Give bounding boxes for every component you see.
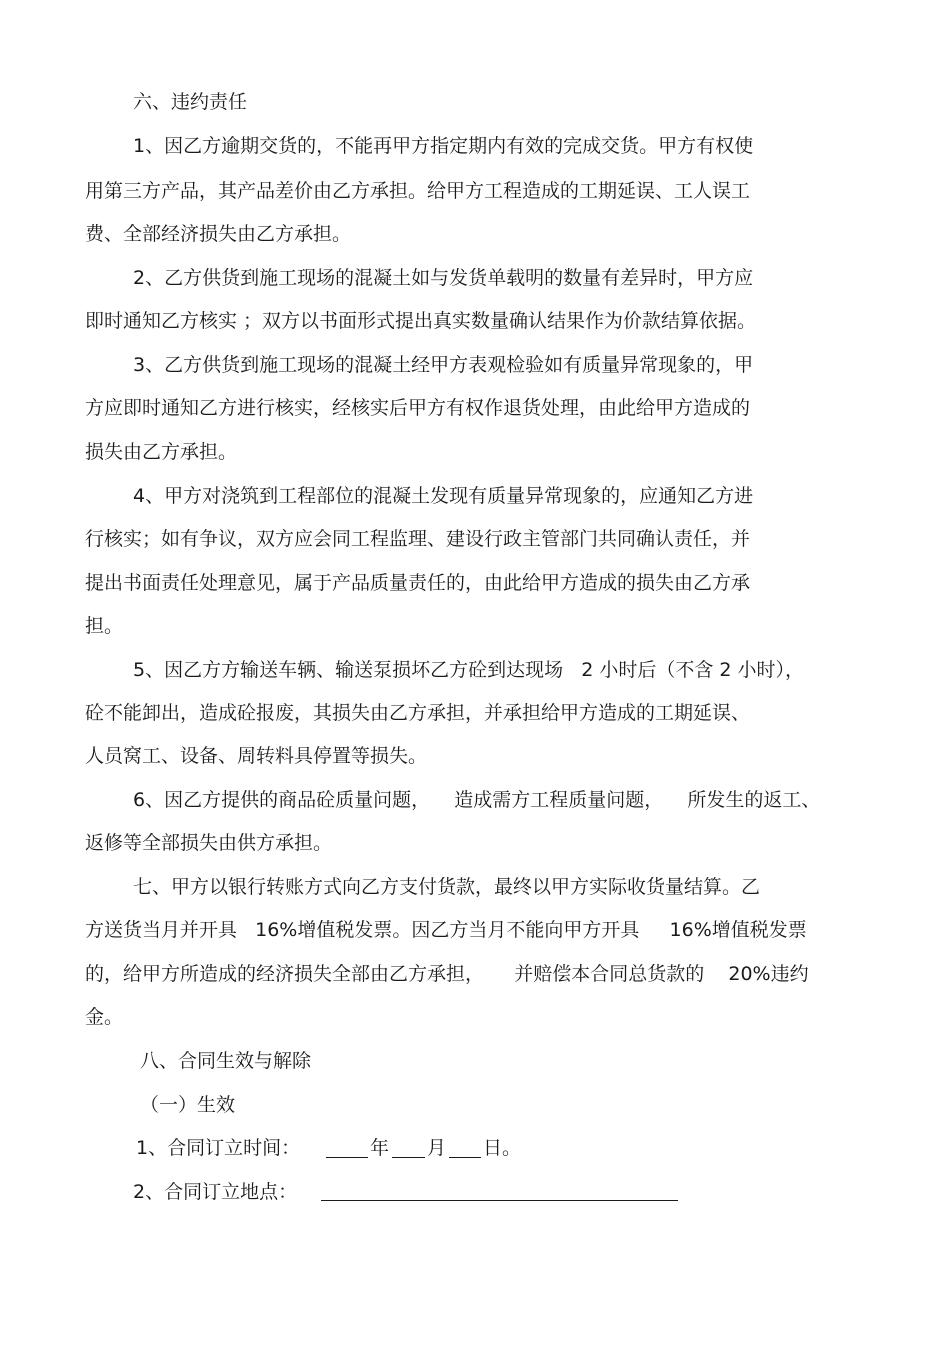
section-6-heading: 六、违约责任 [133, 91, 248, 113]
contract-place-label: 2、合同订立地点： [133, 1181, 298, 1203]
paragraph-line: 担。 [85, 615, 124, 637]
paragraph-line: 费、全部经济损失由乙方承担。 [85, 223, 352, 245]
year-blank [326, 1157, 368, 1158]
paragraph-line: 的，给甲方所造成的经济损失全部由乙方承担， 并赔偿本合同总货款的 20%违约 [85, 963, 809, 985]
paragraph-line: 3、乙方供货到施工现场的混凝土经甲方表观检验如有质量异常现象的，甲 [133, 354, 754, 376]
paragraph-line: 方应即时通知乙方进行核实，经核实后甲方有权作退货处理，由此给甲方造成的 [85, 397, 751, 419]
paragraph-line: 人员窝工、设备、周转料具停置等损失。 [85, 745, 428, 767]
section-7-line: 七、甲方以银行转账方式向乙方支付货款，最终以甲方实际收货量结算。乙 [133, 876, 761, 898]
year-label: 年 [370, 1137, 390, 1159]
paragraph-line: 行核实；如有争议，双方应会同工程监理、建设行政主管部门共同确认责任，并 [85, 528, 751, 550]
place-blank [321, 1200, 678, 1201]
paragraph-line: 5、因乙方方输送车辆、输送泵损坏乙方砼到达现场 2 小时后（不含 2 小时）， [133, 659, 805, 681]
paragraph-line: 损失由乙方承担。 [85, 441, 238, 463]
day-blank [449, 1157, 481, 1158]
contract-date-label: 1、合同订立时间： [136, 1137, 301, 1159]
paragraph-line: 1、因乙方逾期交货的，不能再甲方指定期内有效的完成交货。甲方有权使 [133, 135, 754, 157]
paragraph-line: 金。 [85, 1006, 124, 1028]
paragraph-line: 返修等全部损失由供方承担。 [85, 832, 333, 854]
paragraph-line: 方送货当月并开具 16%增值税发票。因乙方当月不能向甲方开具 16%增值税发票 [85, 919, 807, 941]
section-8-heading: 八、合同生效与解除 [140, 1050, 312, 1072]
paragraph-line: 6、因乙方提供的商品砼质量问题， 造成需方工程质量问题， 所发生的返工、 [133, 789, 821, 811]
month-blank [392, 1157, 425, 1158]
month-label: 月 [427, 1137, 447, 1159]
subsection-heading: （一）生效 [140, 1094, 236, 1116]
paragraph-line: 提出书面责任处理意见，属于产品质量责任的，由此给甲方造成的损失由乙方承 [85, 572, 751, 594]
paragraph-line: 即时通知乙方核实 ；双方以书面形式提出真实数量确认结果作为价款结算依据。 [85, 310, 757, 332]
day-label: 日。 [483, 1137, 522, 1159]
paragraph-line: 用第三方产品，其产品差价由乙方承担。给甲方工程造成的工期延误、工人误工 [85, 180, 751, 202]
paragraph-line: 4、甲方对浇筑到工程部位的混凝土发现有质量异常现象的，应通知乙方进 [133, 485, 754, 507]
paragraph-line: 砼不能卸出，造成砼报废，其损失由乙方承担，并承担给甲方造成的工期延误、 [85, 702, 751, 724]
paragraph-line: 2、乙方供货到施工现场的混凝土如与发货单载明的数量有差异时，甲方应 [133, 267, 754, 289]
